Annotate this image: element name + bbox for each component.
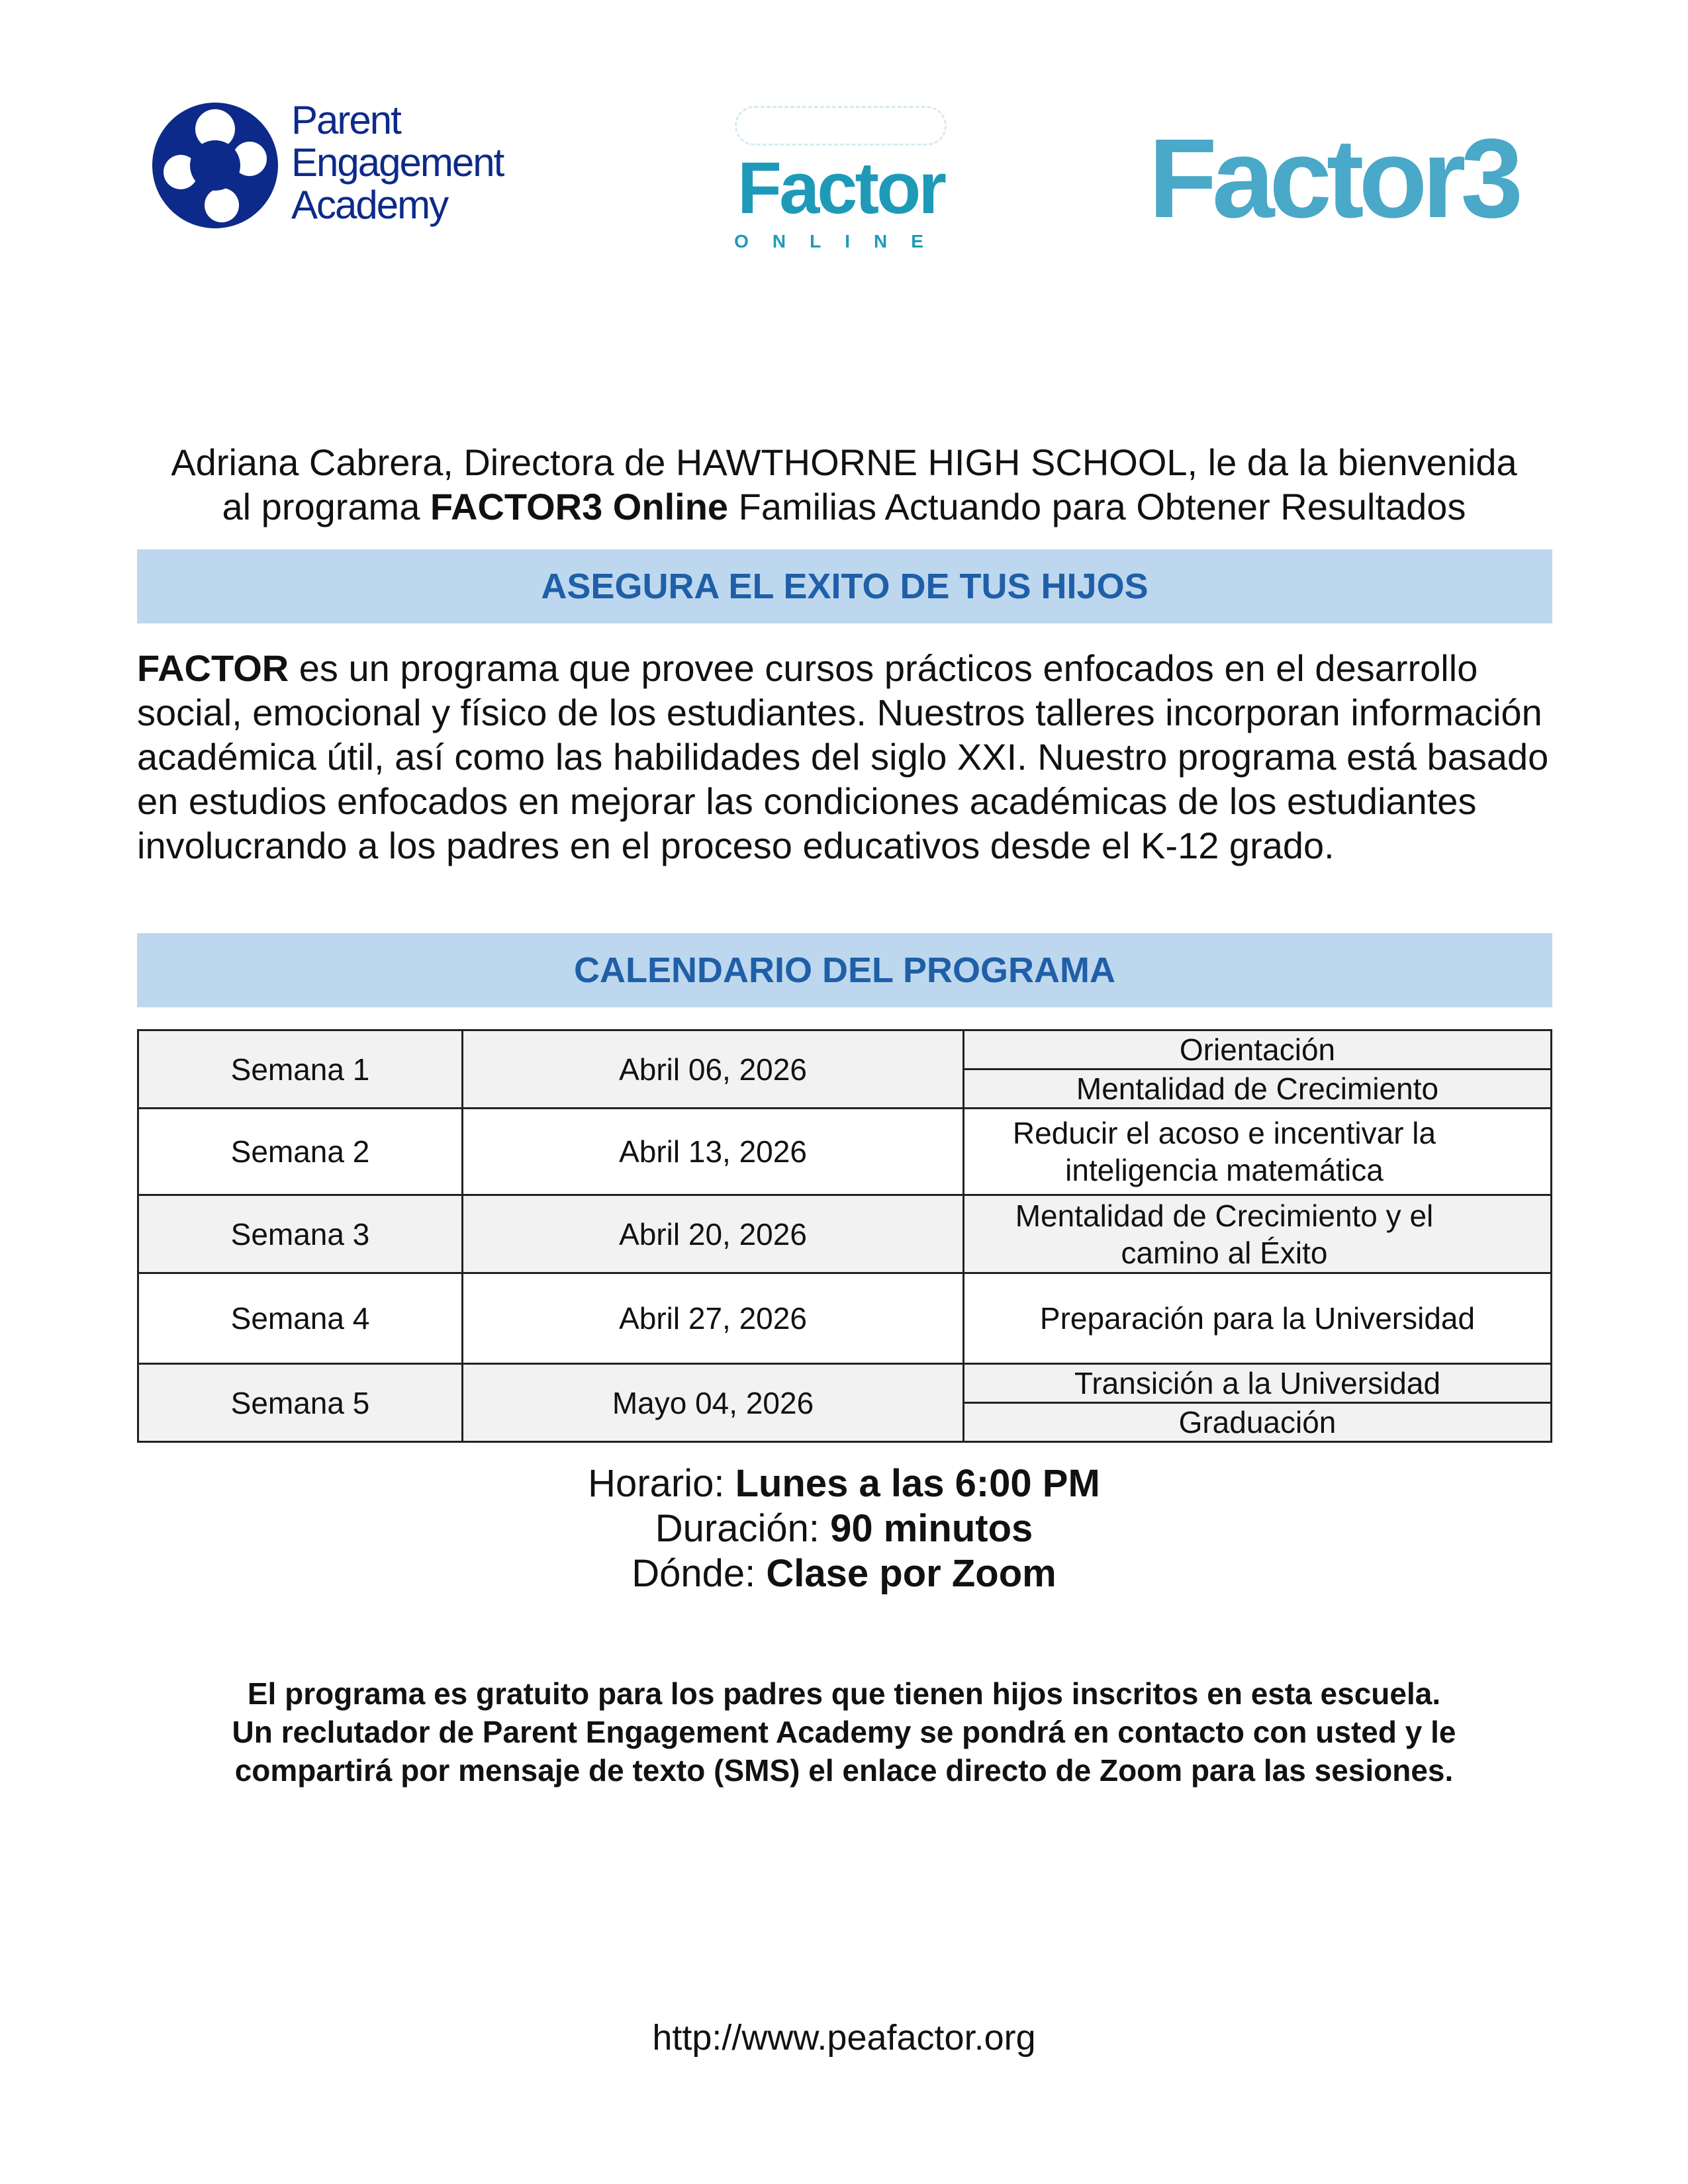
donde-label: Dónde: xyxy=(632,1552,767,1595)
table-row xyxy=(138,1273,1552,1364)
factor-logo-text: Factor xyxy=(737,148,945,229)
donde-line xyxy=(0,1551,1688,1596)
factor-online-logo xyxy=(695,99,986,258)
banner-calendar: CALENDARIO DEL PROGRAMA xyxy=(137,933,1552,1007)
table-row xyxy=(138,1195,1552,1273)
date-cell: Abril 20, 2026 xyxy=(463,1195,964,1273)
pea-logo-text: Parent Engagement Academy xyxy=(291,98,504,227)
week-cell: Semana 2 xyxy=(138,1109,463,1195)
description-paragraph xyxy=(137,646,1560,868)
duracion-line xyxy=(0,1506,1688,1551)
week-cell: Semana 3 xyxy=(138,1195,463,1273)
schedule-info xyxy=(0,1461,1688,1596)
pea-logo xyxy=(149,99,546,232)
topic-cell: Reducir el acoso e incentivar la inteligencia matemática xyxy=(964,1109,1552,1195)
intro-text xyxy=(0,440,1688,529)
online-logo-text: ONLINE xyxy=(734,231,947,251)
banner-success: ASEGURA EL EXITO DE TUS HIJOS xyxy=(137,549,1552,623)
date-cell: Abril 13, 2026 xyxy=(463,1109,964,1195)
free-program-note xyxy=(0,1674,1688,1790)
note-line: Un reclutador de Parent Engagement Academy se pondrá en contacto con usted y le xyxy=(232,1715,1456,1749)
program-name: FACTOR3 Online xyxy=(430,486,729,527)
tech-icons-decoration xyxy=(735,106,947,146)
topic-cell: Preparación para la Universidad xyxy=(964,1273,1552,1364)
week-cell: Semana 5 xyxy=(138,1364,463,1442)
factor3-logo: Factor3 xyxy=(1149,116,1519,242)
intro-post: Familias Actuando para Obtener Resultados xyxy=(728,486,1466,527)
schedule-table xyxy=(137,1029,1552,1443)
date-cell: Abril 06, 2026 xyxy=(463,1030,964,1109)
topic-cell: Orientación xyxy=(964,1030,1552,1069)
table-row xyxy=(138,1109,1552,1195)
topic-cell: Mentalidad de Crecimiento y el camino al Éxito xyxy=(964,1195,1552,1273)
topic-cell: Transición a la Universidad xyxy=(964,1364,1552,1403)
horario-label: Horario: xyxy=(588,1462,735,1505)
horario-line xyxy=(0,1461,1688,1506)
horario-value: Lunes a las 6:00 PM xyxy=(735,1462,1100,1505)
note-line: El programa es gratuito para los padres que tienen hijos inscritos en esta escuela. xyxy=(247,1676,1441,1711)
intro-pre: al programa xyxy=(222,486,430,527)
topic-cell: Graduación xyxy=(964,1403,1552,1442)
week-cell: Semana 4 xyxy=(138,1273,463,1364)
table-row xyxy=(138,1364,1552,1403)
pea-flower-icon xyxy=(149,99,281,232)
duracion-label: Duración: xyxy=(655,1507,831,1550)
date-cell: Mayo 04, 2026 xyxy=(463,1364,964,1442)
website-link[interactable]: http://www.peafactor.org xyxy=(652,2018,1036,2058)
donde-value: Clase por Zoom xyxy=(766,1552,1056,1595)
duracion-value: 90 minutos xyxy=(830,1507,1033,1550)
intro-line1: Adriana Cabrera, Directora de HAWTHORNE HIGH SCHOOL, le da la bienvenida xyxy=(171,441,1517,483)
table-row xyxy=(138,1030,1552,1069)
intro-line2 xyxy=(0,484,1688,529)
note-line: compartirá por mensaje de texto (SMS) el enlace directo de Zoom para las sesiones. xyxy=(234,1753,1454,1788)
date-cell: Abril 27, 2026 xyxy=(463,1273,964,1364)
description-text: es un programa que provee cursos prácticos enfocados en el desarrollo social, emocional y físico de los estudiantes. Nuestros talleres incorporan información académica útil, así como las habilidades del siglo XXI. Nuestro programa está basado en estudios enfocados en mejorar las condiciones académicas de los estudiantes involucrando a los padres en el proceso educativos desde el K-12 grado. xyxy=(137,647,1549,866)
week-cell: Semana 1 xyxy=(138,1030,463,1109)
topic-cell: Mentalidad de Crecimiento xyxy=(964,1069,1552,1109)
factor-bold: FACTOR xyxy=(137,647,289,689)
